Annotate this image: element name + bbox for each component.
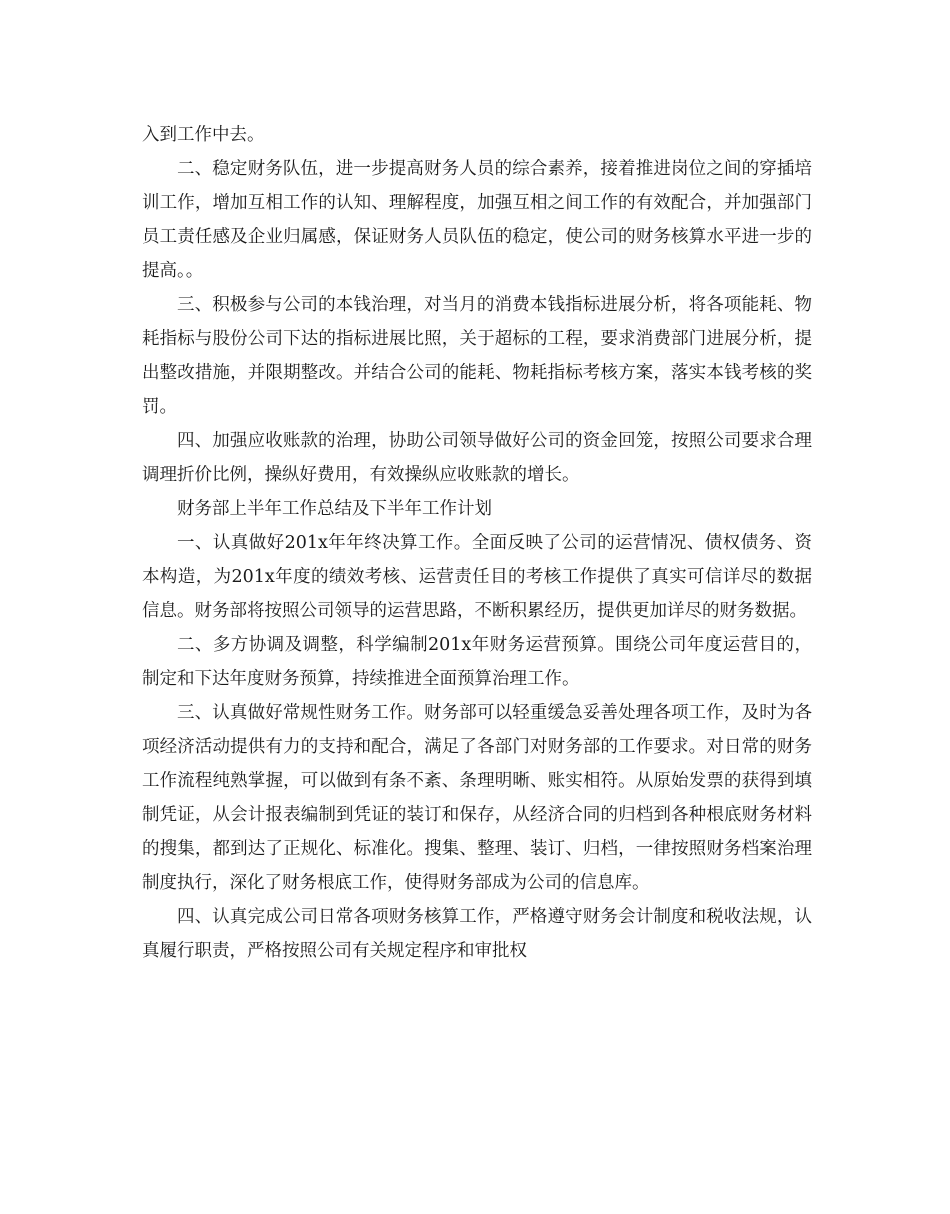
paragraph-6: 二、多方协调及调整，科学编制201x年财务运营预算。围绕公司年度运营目的，制定和下达年度财务预算，持续推进全面预算治理工作。 bbox=[142, 635, 812, 689]
paragraph-2: 二、稳定财务队伍，进一步提高财务人员的综合素养，接着推进岗位之间的穿插培训工作，增加互相工作的认知、理解程度，加强互相之间工作的有效配合，并加强部门员工责任感及企业归属感，保证财务人员队伍的稳定，使公司的财务核算水平进一步的提高。。 bbox=[142, 159, 812, 281]
section-heading: 财务部上半年工作总结及下半年工作计划 bbox=[177, 499, 492, 519]
paragraph-3: 三、积极参与公司的本钱治理，对当月的消费本钱指标进展分析，将各项能耗、物耗指标与股份公司下达的指标进展比照，关于超标的工程，要求消费部门进展分析，提出整改措施，并限期整改。并结合公司的能耗、物耗指标考核方案，落实本钱考核的奖罚。 bbox=[142, 295, 812, 417]
paragraph-7: 三、认真做好常规性财务工作。财务部可以轻重缓急妥善处理各项工作，及时为各项经济活动提供有力的支持和配合，满足了各部门对财务部的工作要求。对日常的财务工作流程纯熟掌握，可以做到有条不紊、条理明晰、账实相符。从原始发票的获得到填制凭证，从会计报表编制到凭证的装订和保存，从经济合同的归档到各种根底财务材料的搜集，都到达了正规化、标准化。搜集、整理、装订、归档，一律按照财务档案治理制度执行，深化了财务根底工作，使得财务部成为公司的信息库。 bbox=[142, 703, 812, 893]
paragraph-4: 四、加强应收账款的治理，协助公司领导做好公司的资金回笼，按照公司要求合理调理折价比例，操纵好费用，有效操纵应收账款的增长。 bbox=[142, 431, 812, 485]
document-body bbox=[142, 118, 812, 968]
paragraph-1: 入到工作中去。 bbox=[142, 125, 265, 145]
paragraph-5: 一、认真做好201x年年终决算工作。全面反映了公司的运营情况、债权债务、资本构造，为201x年度的绩效考核、运营责任目的考核工作提供了真实可信详尽的数据信息。财务部将按照公司领导的运营思路，不断积累经历，提供更加详尽的财务数据。 bbox=[142, 533, 812, 621]
paragraph-8: 四、认真完成公司日常各项财务核算工作，严格遵守财务会计制度和税收法规，认真履行职责，严格按照公司有关规定程序和审批权 bbox=[142, 907, 812, 961]
